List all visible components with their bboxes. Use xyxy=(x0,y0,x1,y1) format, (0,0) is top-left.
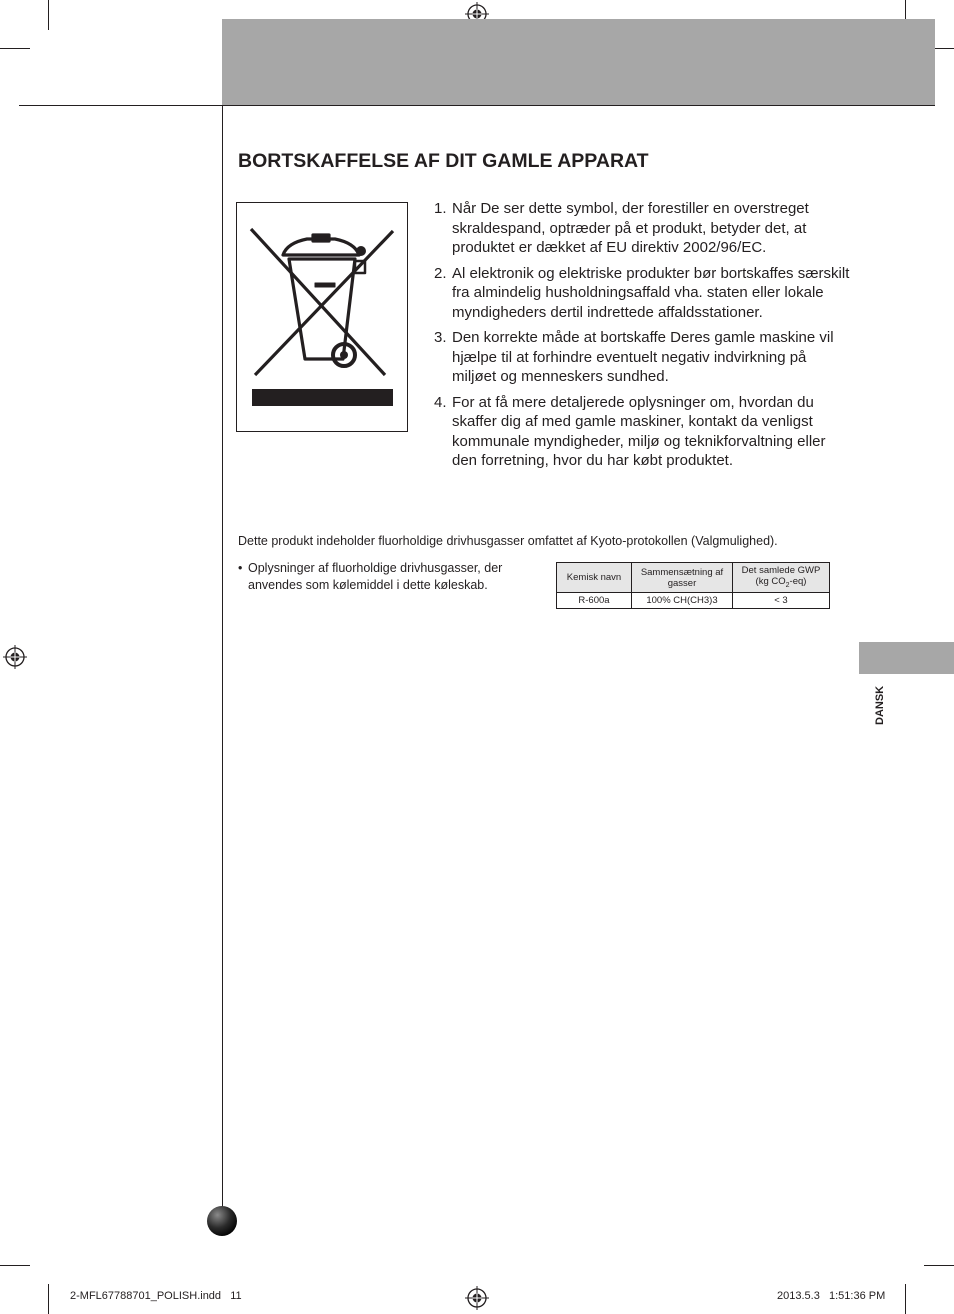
kyoto-note: Dette produkt indeholder fluorholdige drivhusgasser omfattet af Kyoto-protokollen (Valgmulighed). xyxy=(238,534,778,548)
list-item: 3. Den korrekte måde at bortskaffe Deres gamle maskine vil hjælpe til at forhindre eventuelt negativ indvirkning på miljøet og menneskers sundhed. xyxy=(434,329,834,385)
crop-mark xyxy=(48,0,49,30)
crop-mark xyxy=(0,1265,30,1266)
crop-mark xyxy=(0,48,30,49)
language-tab-label: DANSK xyxy=(874,685,886,725)
crop-mark xyxy=(924,1265,954,1266)
section-title: BORTSKAFFELSE AF DIT GAMLE APPARAT xyxy=(238,150,649,172)
registration-mark-icon xyxy=(465,1286,489,1310)
column-header-composition: Sammensætning af gasser xyxy=(632,563,733,593)
list-item: 2. Al elektronik og elektriske produkter bør bortskaffes særskilt fra almindelig husholdningsaffald vha. staten eller lokale myndigheders dertil indrettede affaldsstationer. xyxy=(434,264,850,321)
cell-gwp: < 3 xyxy=(733,593,830,609)
refrigerant-table xyxy=(556,562,830,609)
list-item: 1. Når De ser dette symbol, der forestiller en overstreget skraldespand, optræder på et produkt, betyder det, at produktet er dækket af EU direktiv 2002/96/EC. xyxy=(434,200,809,256)
cell-chemical-name: R-600a xyxy=(557,593,632,609)
crop-mark xyxy=(48,1284,49,1314)
column-header-chemical-name: Kemisk navn xyxy=(557,563,632,593)
registration-mark-icon xyxy=(3,645,27,669)
refrigerant-info-text: Oplysninger af fluorholdige drivhusgasser, der anvendes som kølemiddel i dette køleskab. xyxy=(248,561,503,592)
crop-mark xyxy=(905,1284,906,1314)
footer-file-info: 2-MFL67788701_POLISH.indd 11 xyxy=(70,1290,242,1302)
footer-timestamp: 2013.5.3 1:51:36 PM xyxy=(777,1290,886,1302)
disposal-steps-list xyxy=(434,199,850,477)
cell-composition: 100% CH(CH3)3 xyxy=(632,593,733,609)
weee-symbol-frame xyxy=(236,202,408,432)
margin-rule xyxy=(222,105,223,1235)
list-item: 4. For at få mere detaljerede oplysninger om, hvordan du skaffer dig af med gamle maskiner, kontakt da venligst kommunale myndigheder, miljø og teknikforvaltning eller den forretning, hvor du har købt produktet. xyxy=(434,393,826,469)
header-rule xyxy=(19,105,935,106)
page-marker-dot xyxy=(207,1206,237,1236)
table-header-row xyxy=(557,563,830,593)
language-tab xyxy=(859,642,954,674)
table-row xyxy=(557,593,830,609)
bullet-marker: • xyxy=(238,561,243,575)
column-header-gwp: Det samlede GWP (kg $CO_2-eq$) xyxy=(733,563,830,593)
crossed-out-wheeled-bin-icon xyxy=(237,203,407,431)
refrigerant-info-note xyxy=(238,560,548,594)
header-band xyxy=(222,19,935,105)
